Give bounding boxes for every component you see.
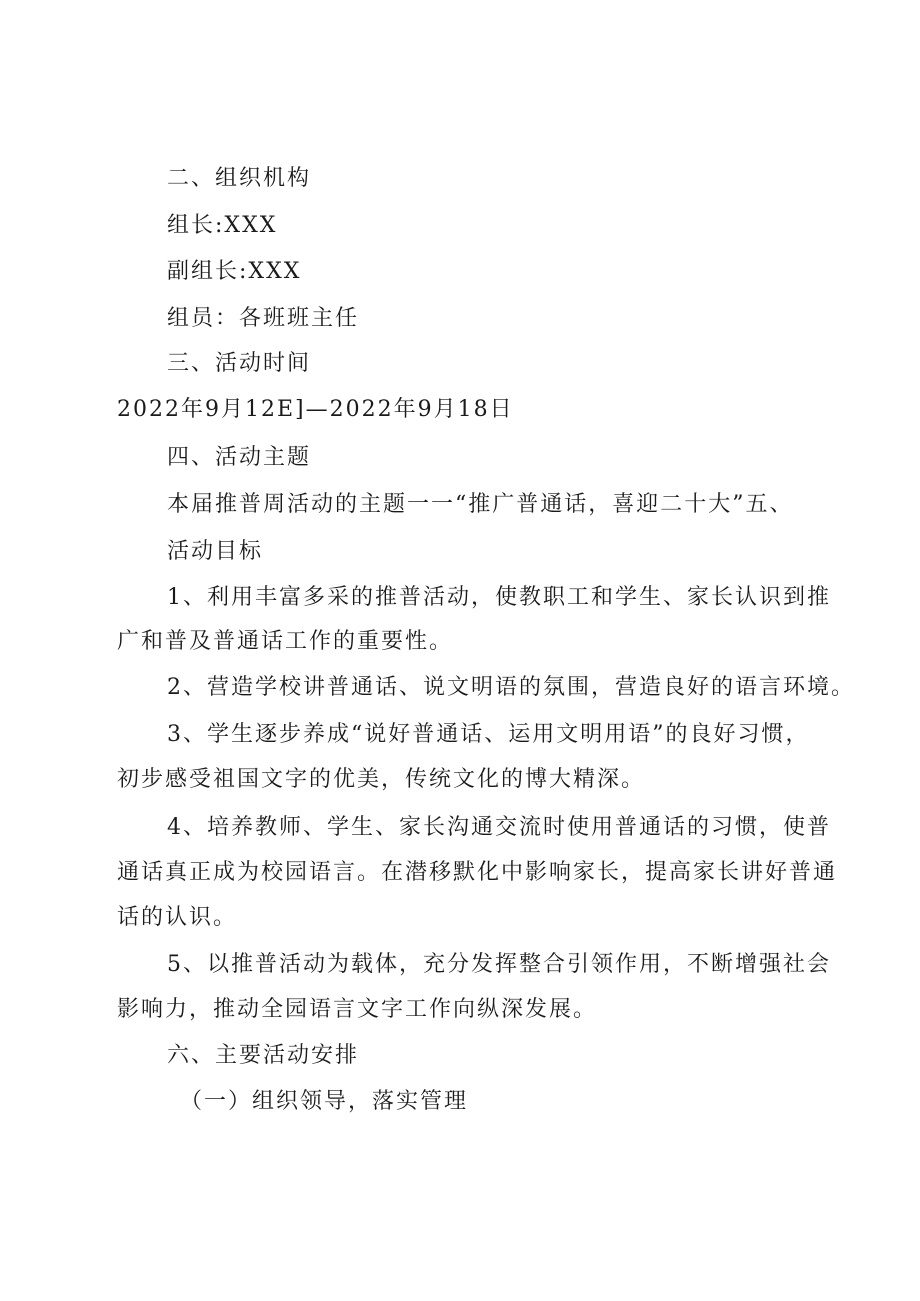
subsection-heading-1: （一）组织领导，落实管理: [180, 1089, 469, 1114]
deputy-leader-line: 副组长:XXX: [167, 259, 302, 284]
leader-line: 组长:XXX: [167, 213, 278, 238]
goal-1-line-2: 广和普及普通话工作的重要性。: [117, 629, 454, 654]
goal-3-line-1: 3、学生逐步养成“说好普通话、运用文明用语”的良好习惯，: [167, 722, 810, 747]
section-heading-arrangements: 六、主要活动安排: [167, 1043, 360, 1068]
goal-5-line-2: 影响力，推动全园语言文字工作向纵深发展。: [117, 997, 598, 1022]
goal-2: 2、营造学校讲普通话、说文明语的氛围，营造良好的语言环境。: [167, 675, 855, 700]
goal-5-line-1: 5、以推普活动为载体，充分发挥整合引领作用，不断增强社会: [167, 952, 831, 977]
section-heading-theme: 四、活动主题: [167, 445, 312, 470]
activity-dates: 2022年9月12E]—2022年9月18日: [117, 397, 514, 422]
theme-paragraph: 本届推普周活动的主题一一“推广普通话，喜迎二十大”五、: [167, 492, 794, 517]
goal-4-line-2: 通话真正成为校园语言。在潜移默化中影响家长，提高家长讲好普通: [117, 860, 838, 885]
goal-4-line-3: 话的认识。: [117, 905, 238, 930]
members-line: 组员：各班班主任: [167, 306, 360, 331]
goal-4-line-1: 4、培养教师、学生、家长沟通交流时使用普通话的习惯，使普: [167, 815, 831, 840]
goal-3-line-2: 初步感受祖国文字的优美，传统文化的博大精深。: [117, 767, 646, 792]
section-heading-organization: 二、组织机构: [167, 166, 312, 191]
section-heading-time: 三、活动时间: [167, 351, 312, 376]
goal-1-line-1: 1、利用丰富多采的推普活动，使教职工和学生、家长认识到推: [167, 585, 831, 610]
section-heading-goals: 活动目标: [167, 539, 264, 564]
